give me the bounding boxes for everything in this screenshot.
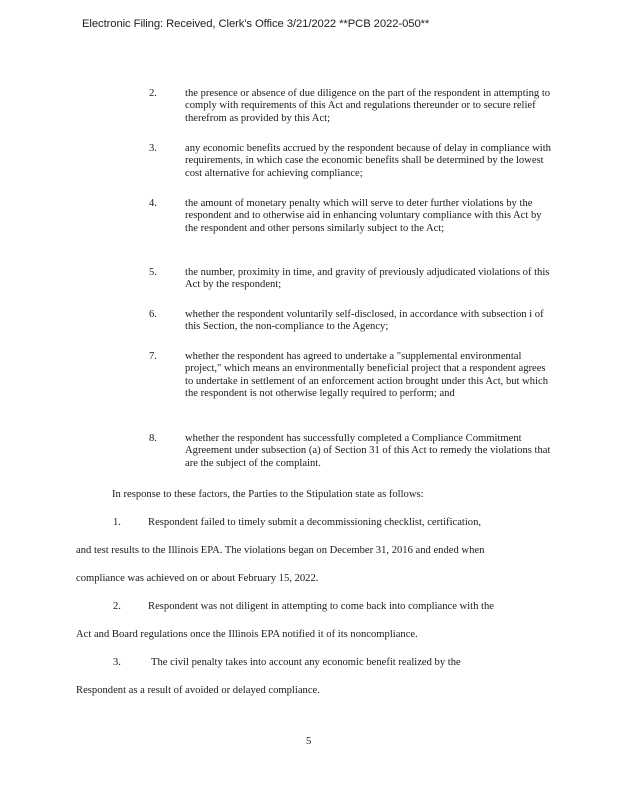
filing-stamp-header: Electronic Filing: Received, Clerk's Office 3/21/2022 **PCB 2022-050** bbox=[82, 18, 430, 30]
factor-number: 8. bbox=[149, 433, 157, 444]
factor-number: 3. bbox=[149, 143, 157, 154]
factor-text: any economic benefits accrued by the respondent because of delay in compliance with requirements, in which case the economic benefits shall be determined by the lowest cost alternative for achieving compliance; bbox=[185, 143, 551, 179]
factor-text: the presence or absence of due diligence on the part of the respondent in attempting to comply with requirements of this Act and regulations thereunder or to secure relief therefrom as provided by this Act; bbox=[185, 88, 551, 124]
response-number: 1. bbox=[113, 517, 121, 528]
response-text: Respondent failed to timely submit a decommissioning checklist, certification, bbox=[148, 517, 482, 528]
factor-number: 5. bbox=[149, 267, 157, 278]
response-text: The civil penalty takes into account any economic benefit realized by the bbox=[151, 657, 461, 668]
factor-text: the number, proximity in time, and gravity of previously adjudicated violations of this Act by the respondent; bbox=[185, 267, 550, 291]
response-text: compliance was achieved on or about February 15, 2022. bbox=[76, 573, 319, 584]
factor-text: the amount of monetary penalty which will serve to deter further violations by the respondent and to otherwise aid in enhancing voluntary compliance with this Act by the respondent and other persons similarly subject to the Act; bbox=[185, 198, 542, 234]
response-text: Respondent as a result of avoided or delayed compliance. bbox=[76, 685, 320, 696]
factor-text: whether the respondent has agreed to undertake a "supplemental environmental project," which means an environmentally beneficial project that a respondent agrees to undertake in settlement of an enforcement action brought under this Act, but which the respondent is not otherwise legally required to perform; and bbox=[185, 351, 549, 400]
factor-number: 2. bbox=[149, 88, 157, 99]
response-text: and test results to the Illinois EPA. The violations began on December 31, 2016 and ended when bbox=[76, 545, 485, 556]
factor-text: whether the respondent voluntarily self-disclosed, in accordance with subsection i of this Section, the non-compliance to the Agency; bbox=[185, 309, 544, 333]
response-intro: In response to these factors, the Parties to the Stipulation state as follows: bbox=[112, 489, 424, 500]
response-number: 2. bbox=[113, 601, 121, 612]
page-number: 5 bbox=[306, 736, 312, 747]
factor-number: 6. bbox=[149, 309, 157, 320]
factor-number: 7. bbox=[149, 351, 157, 362]
factor-number: 4. bbox=[149, 198, 157, 209]
response-text: Respondent was not diligent in attempting to come back into compliance with the bbox=[148, 601, 494, 612]
response-text: Act and Board regulations once the Illinois EPA notified it of its noncompliance. bbox=[76, 629, 418, 640]
response-number: 3. bbox=[113, 657, 121, 668]
factor-text: whether the respondent has successfully completed a Compliance Commitment Agreement under subsection (a) of Section 31 of this Act to remedy the violations that are the subject of the complaint. bbox=[185, 433, 551, 469]
